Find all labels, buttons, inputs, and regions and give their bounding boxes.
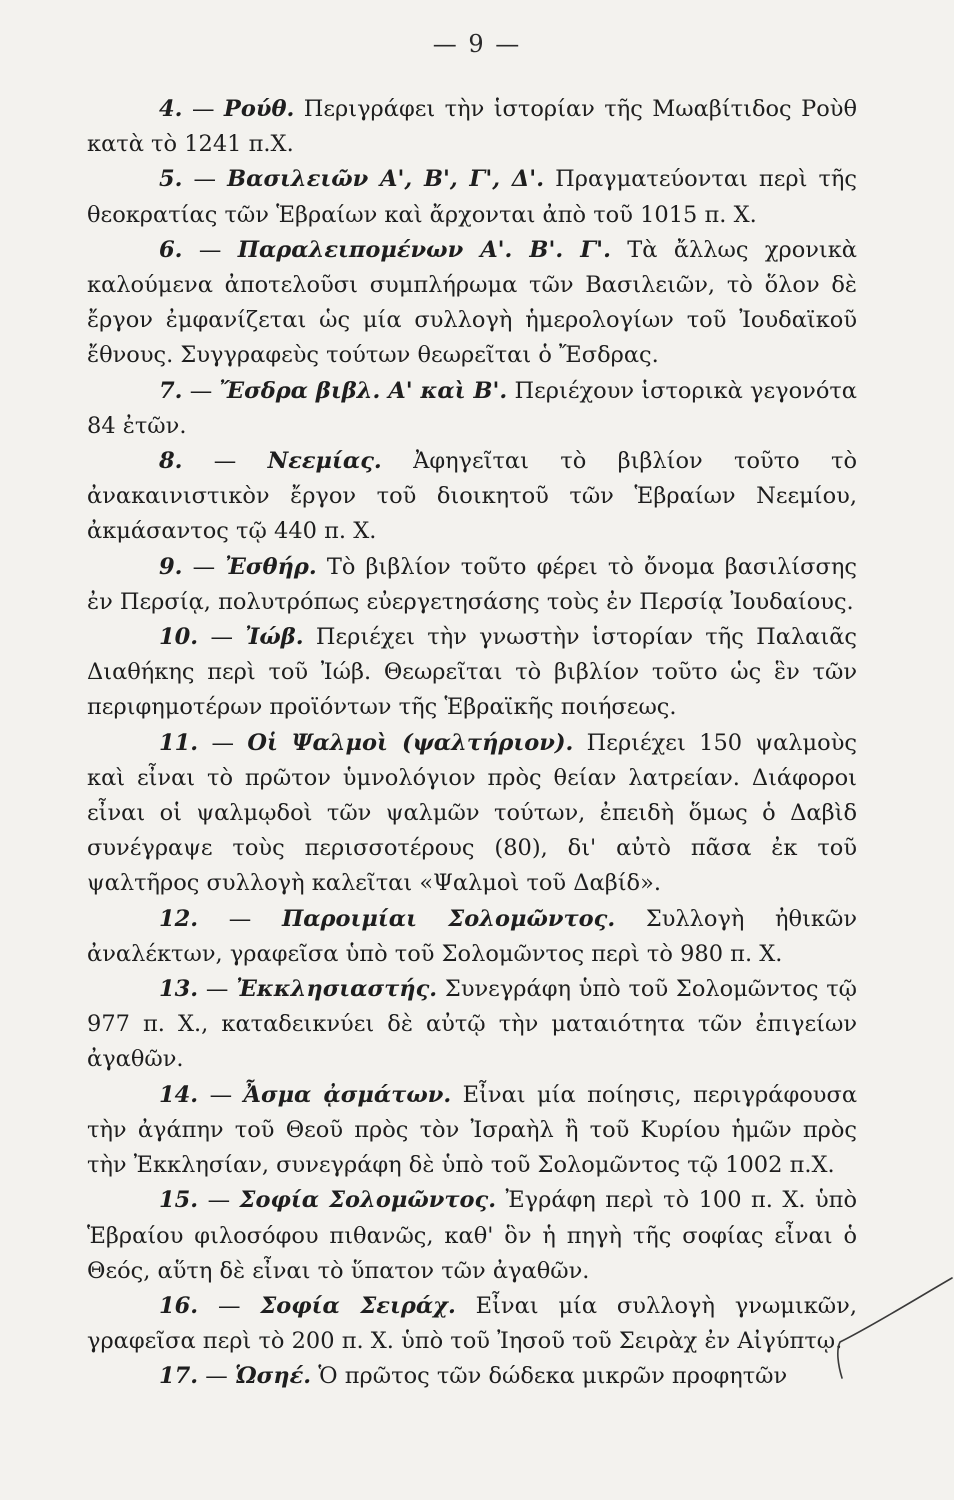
entry-number: 11.	[159, 729, 199, 756]
entry-text: Πραγματεύονται περὶ τῆς θεοκρατίας τῶν Ἑβραίων καὶ ἄρχονται ἀπὸ τοῦ 1015 π. Χ.	[87, 166, 857, 228]
entry-title: Παροιμίαι Σολομῶντος.	[281, 905, 616, 932]
entry-number: 6.	[159, 236, 183, 263]
entry-title: Οἱ Ψαλμοὶ (ψαλτήριον).	[247, 729, 574, 756]
entry-text: Συνεγράφη ὑπὸ τοῦ Σολομῶντος τῷ 977 π. Χ., καταδεικνύει δὲ αὐτῷ τὴν ματαιότητα τῶν ἐπιγείων ἀγαθῶν.	[87, 976, 857, 1073]
entry-11: 11. — Οἱ Ψαλμοὶ (ψαλτήριον). Περιέχει 150 ψαλμοὺς καὶ εἶναι τὸ πρῶτον ὑμνολόγιον πρὸς θείαν λατρείαν. Διάφοροι εἶναι οἱ ψαλμῳδοὶ τῶν ψαλμῶν τούτων, ἐπειδὴ ὅμως ὁ Δαβὶδ συνέγραψε τοὺς περισσοτέρους (80), δι' αὐτὸ πᾶσα ἐκ τοῦ ψαλτῆρος συλλογὴ καλεῖται «Ψαλμοὶ τοῦ Δαβίδ».	[87, 729, 857, 897]
entry-number: 13.	[159, 976, 199, 1003]
entry-7: 7. — Ἔσδρα βιβλ. Α' καὶ Β'. Περιέχουν ἱστορικὰ γεγονότα 84 ἐτῶν.	[87, 377, 858, 439]
entry-title: Παραλειπομένων Α'. Β'. Γ'.	[237, 236, 611, 263]
entry-title: Ρούθ.	[223, 96, 295, 122]
entry-title: Ἰώβ.	[245, 624, 304, 651]
entry-8: 8. — Νεεμίας. Ἀφηγεῖται τὸ βιβλίον τοῦτο τὸ ἀνακαινιστικὸν ἔργον τοῦ διοικητοῦ τῶν Ἑβραίων Νεεμίου, ἀκμάσαντος τῷ 440 π. Χ.	[87, 448, 857, 545]
page-number: — 9 —	[432, 30, 522, 58]
entry-text: Συλλογὴ ἠθικῶν ἀναλέκτων, γραφεῖσα ὑπὸ τοῦ Σολομῶντος περὶ τὸ 980 π. Χ.	[87, 905, 857, 967]
entry-number: 10.	[159, 624, 199, 651]
entry-title: Ἆσμα ᾀσμάτων.	[243, 1081, 452, 1108]
entry-number: 8.	[159, 448, 183, 475]
entry-number: 14.	[159, 1081, 199, 1108]
entry-text: Τὸ βιβλίον τοῦτο φέρει τὸ ὄνομα βασιλίσσης ἐν Περσίᾳ, πολυτρόπως εὐεργετησάσης τοὺς ἐν Περσίᾳ Ἰουδαίους.	[87, 553, 857, 615]
entry-text: Ἀφηγεῖται τὸ βιβλίον τοῦτο τὸ ἀνακαινιστικὸν ἔργον τοῦ διοικητοῦ τῶν Ἑβραίων Νεεμίου, ἀκμάσαντος τῷ 440 π. Χ.	[87, 448, 857, 545]
entry-number: 15.	[159, 1187, 199, 1214]
entry-9: 9. — Ἐσθήρ. Τὸ βιβλίον τοῦτο φέρει τὸ ὄνομα βασιλίσσης ἐν Περσίᾳ, πολυτρόπως εὐεργετησάσης τοὺς ἐν Περσίᾳ Ἰουδαίους.	[87, 553, 857, 615]
entry-15: 15. — Σοφία Σολομῶντος. Ἐγράφη περὶ τὸ 100 π. Χ. ὑπὸ Ἑβραίου φιλοσόφου πιθανῶς, καθ' ὃν ἡ πηγὴ τῆς σοφίας εἶναι ὁ Θεός, αὕτη δὲ εἶναι τὸ ὕπατον τῶν ἀγαθῶν.	[87, 1187, 857, 1284]
entry-title: Ἔσδρα βιβλ. Α' καὶ Β'.	[219, 377, 508, 404]
entry-16: 16. — Σοφία Σειράχ. Εἶναι μία συλλογὴ γνωμικῶν, γραφεῖσα περὶ τὸ 200 π. Χ. ὑπὸ τοῦ Ἰησοῦ τοῦ Σειρὰχ ἐν Αἰγύπτῳ.	[87, 1292, 857, 1355]
entry-text: Περιέχει 150 ψαλμοὺς καὶ εἶναι τὸ πρῶτον ὑμνολόγιον πρὸς θείαν λατρείαν. Διάφοροι εἶναι οἱ ψαλμῳδοὶ τῶν ψαλμῶν τούτων, ἐπειδὴ ὅμως ὁ Δαβὶδ συνέγραψε τοὺς περισσοτέρους (80), δι' αὐτὸ πᾶσα ἐκ τοῦ ψαλτῆρος συλλογὴ καλεῖται «Ψαλμοὶ τοῦ Δαβίδ».	[87, 729, 857, 897]
entry-number: 9.	[159, 553, 183, 580]
entry-text: Εἶναι μία ποίησις, περιγράφουσα τὴν ἀγάπην τοῦ Θεοῦ πρὸς τὸν Ἰσραὴλ ἢ τοῦ Κυρίου ἡμῶν πρὸς τὴν Ἐκκλησίαν, συνεγράφη δὲ ὑπὸ τοῦ Σολομῶντος τῷ 1002 π.Χ.	[87, 1081, 858, 1179]
entry-number: 7.	[159, 377, 183, 404]
entry-6: 6. — Παραλειπομένων Α'. Β'. Γ'. Τὰ ἄλλως χρονικὰ καλούμενα ἀποτελοῦσι συμπλήρωμα τῶν Βασιλειῶν, τὸ ὅλον δὲ ἔργον ἐμφανίζεται ὡς μία συλλογὴ ἡμερολογίων τοῦ Ἰουδαϊκοῦ ἔθνους. Συγγραφεὺς τούτων θεωρεῖται ὁ Ἔσδρας.	[87, 236, 858, 369]
book-list	[87, 92, 857, 1395]
entry-number: 5.	[159, 166, 183, 193]
entry-title: Ἐκκλησιαστής.	[236, 976, 438, 1003]
entry-number: 4.	[159, 96, 183, 122]
entry-text: Τὰ ἄλλως χρονικὰ καλούμενα ἀποτελοῦσι συμπλήρωμα τῶν Βασιλειῶν, τὸ ὅλον δὲ ἔργον ἐμφανίζεται ὡς μία συλλογὴ ἡμερολογίων τοῦ Ἰουδαϊκοῦ ἔθνους. Συγγραφεὺς τούτων θεωρεῖται ὁ Ἔσδρας.	[87, 236, 858, 369]
entry-number: 16.	[159, 1292, 199, 1319]
entry-17: 17. — Ὡσηέ. Ὁ πρῶτος τῶν δώδεκα μικρῶν προφητῶν	[159, 1363, 788, 1390]
entry-text: Ἐγράφη περὶ τὸ 100 π. Χ. ὑπὸ Ἑβραίου φιλοσόφου πιθανῶς, καθ' ὃν ἡ πηγὴ τῆς σοφίας εἶναι ὁ Θεός, αὕτη δὲ εἶναι τὸ ὕπατον τῶν ἀγαθῶν.	[87, 1187, 857, 1284]
entry-13: 13. — Ἐκκλησιαστής. Συνεγράφη ὑπὸ τοῦ Σολομῶντος τῷ 977 π. Χ., καταδεικνύει δὲ αὐτῷ τὴν ματαιότητα τῶν ἐπιγείων ἀγαθῶν.	[87, 976, 857, 1073]
entry-text: Ὁ πρῶτος τῶν δώδεκα μικρῶν προφητῶν	[318, 1363, 788, 1390]
entry-10: 10. — Ἰώβ. Περιέχει τὴν γνωστὴν ἱστορίαν τῆς Παλαιᾶς Διαθήκης περὶ τοῦ Ἰώβ. Θεωρεῖται τὸ βιβλίον τοῦτο ὡς ἓν τῶν περιφημοτέρων προϊόντων τῆς Ἑβραϊκῆς ποιήσεως.	[87, 624, 857, 721]
entry-title: Ὡσηέ.	[234, 1363, 312, 1390]
entry-number: 17.	[159, 1363, 199, 1390]
entry-number: 12.	[159, 905, 199, 932]
entry-text: Περιέχει τὴν γνωστὴν ἱστορίαν τῆς Παλαιᾶς Διαθήκης περὶ τοῦ Ἰώβ. Θεωρεῖται τὸ βιβλίον τοῦτο ὡς ἓν τῶν περιφημοτέρων προϊόντων τῆς Ἑβραϊκῆς ποιήσεως.	[87, 624, 857, 721]
entry-5: 5. — Βασιλειῶν Α', Β', Γ', Δ'. Πραγματεύονται περὶ τῆς θεοκρατίας τῶν Ἑβραίων καὶ ἄρχονται ἀπὸ τοῦ 1015 π. Χ.	[87, 166, 857, 228]
entry-text: Περιέχουν ἱστορικὰ γεγονότα 84 ἐτῶν.	[87, 377, 858, 439]
entry-title: Σοφία Σολομῶντος.	[239, 1187, 497, 1214]
entry-text: Περιγράφει τὴν ἱστορίαν τῆς Μωαβίτιδος Ροὺθ κατὰ τὸ 1241 π.Χ.	[87, 96, 858, 158]
entry-text: Εἶναι μία συλλογὴ γνωμικῶν, γραφεῖσα περὶ τὸ 200 π. Χ. ὑπὸ τοῦ Ἰησοῦ τοῦ Σειρὰχ ἐν Αἰγύπτῳ.	[87, 1292, 857, 1355]
entry-title: Ἐσθήρ.	[225, 553, 317, 580]
entry-title: Σοφία Σειράχ.	[260, 1292, 456, 1319]
entry-title: Νεεμίας.	[267, 448, 382, 475]
entry-4: 4. — Ρούθ. Περιγράφει τὴν ἱστορίαν τῆς Μωαβίτιδος Ροὺθ κατὰ τὸ 1241 π.Χ.	[87, 96, 858, 158]
entry-12: 12. — Παροιμίαι Σολομῶντος. Συλλογὴ ἠθικῶν ἀναλέκτων, γραφεῖσα ὑπὸ τοῦ Σολομῶντος περὶ τὸ 980 π. Χ.	[87, 905, 857, 967]
entry-14: 14. — Ἆσμα ᾀσμάτων. Εἶναι μία ποίησις, περιγράφουσα τὴν ἀγάπην τοῦ Θεοῦ πρὸς τὸν Ἰσραὴλ ἢ τοῦ Κυρίου ἡμῶν πρὸς τὴν Ἐκκλησίαν, συνεγράφη δὲ ὑπὸ τοῦ Σολομῶντος τῷ 1002 π.Χ.	[87, 1081, 858, 1179]
entry-title: Βασιλειῶν Α', Β', Γ', Δ'.	[227, 166, 545, 193]
